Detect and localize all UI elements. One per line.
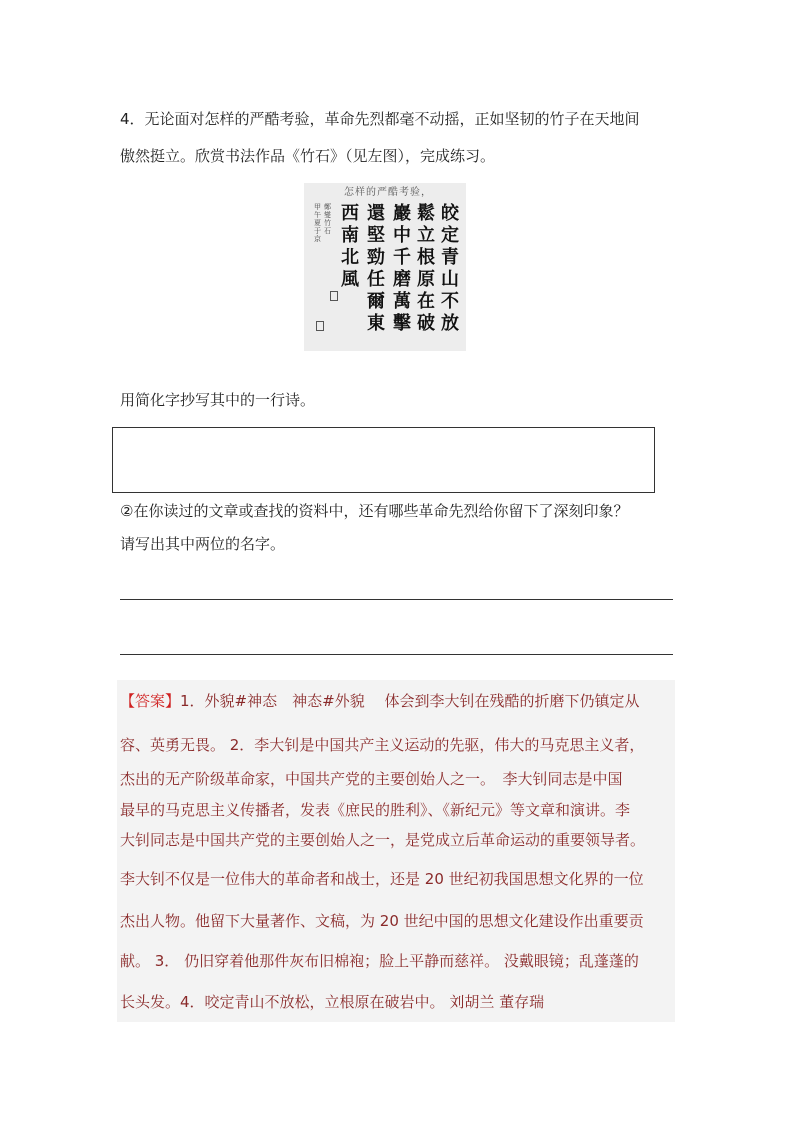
answer-line-9: 长头发。4．咬定青山不放松，立根原在破岩中。 刘胡兰 董存瑞 (120, 993, 545, 1011)
seal-stamp-icon (316, 321, 324, 331)
calligraphy-column-3: 巖中千磨萬擊 (393, 203, 411, 334)
calligraphy-note-1: 鄭燮竹石 (324, 203, 331, 235)
sub-question-2-line-2: 请写出其中两位的名字。 (120, 535, 286, 553)
calligraphy-top-text: 怎样的严酷考验， (344, 187, 432, 198)
answer-line-5: 大钊同志是中国共产党的主要创始人之一，是党成立后革命运动的重要领导者。 (120, 831, 646, 849)
answer-input-box[interactable] (112, 427, 655, 493)
answer-line-1-text: 1．外貌#神态 神态#外貌 体会到李大钊在残酷的折磨下仍镇定从 (180, 692, 640, 710)
answer-tag: 【答案】 (120, 692, 181, 710)
calligraphy-column-4: 還堅勁任爾東 (367, 203, 385, 334)
answer-line-6: 李大钊不仅是一位伟大的革命者和战士，还是 20 世纪初我国思想文化界的一位 (120, 870, 644, 888)
calligraphy-column-5: 西南北風 (341, 203, 359, 290)
sub-question-2-line-1: ②在你读过的文章或查找的资料中，还有哪些革命先烈给你留下了深刻印象？ (120, 502, 629, 520)
question-line-1: 4．无论面对怎样的严酷考验，革命先烈都毫不动摇，正如坚韧的竹子在天地间 (120, 110, 640, 128)
answer-line-7: 杰出人物。他留下大量著作、文稿，为 20 世纪中国的思想文化建设作出重要贡 (120, 912, 644, 930)
answer-write-line-2[interactable] (120, 654, 673, 655)
calligraphy-column-2: 鬆立根原在破 (417, 203, 435, 334)
seal-stamp-icon (330, 291, 338, 301)
instruction-text: 用简化字抄写其中的一行诗。 (120, 391, 316, 409)
answer-write-line-1[interactable] (120, 599, 673, 600)
answer-line-4: 最早的马克思主义传播者，发表《庶民的胜利》、《新纪元》等文章和演讲。李 (120, 801, 631, 819)
question-line-2: 傲然挺立。欣赏书法作品《竹石》（见左图），完成练习。 (120, 147, 496, 165)
answer-line-3: 杰出的无产阶级革命家，中国共产党的主要创始人之一。 李大钊同志是中国 (120, 770, 623, 788)
answer-line-2: 容、英勇无畏。 2．李大钊是中国共产主义运动的先驱，伟大的马克思主义者， (120, 736, 645, 754)
calligraphy-column-1: 皎定青山不放 (441, 203, 459, 334)
calligraphy-image (304, 183, 466, 351)
answer-line-1 (120, 690, 639, 711)
calligraphy-note-2: 甲午夏于京 (314, 203, 321, 243)
answer-line-8: 献。 3． 仍旧穿着他那件灰布旧棉袍；脸上平静而慈祥。 没戴眼镜；乱蓬蓬的 (120, 952, 639, 970)
